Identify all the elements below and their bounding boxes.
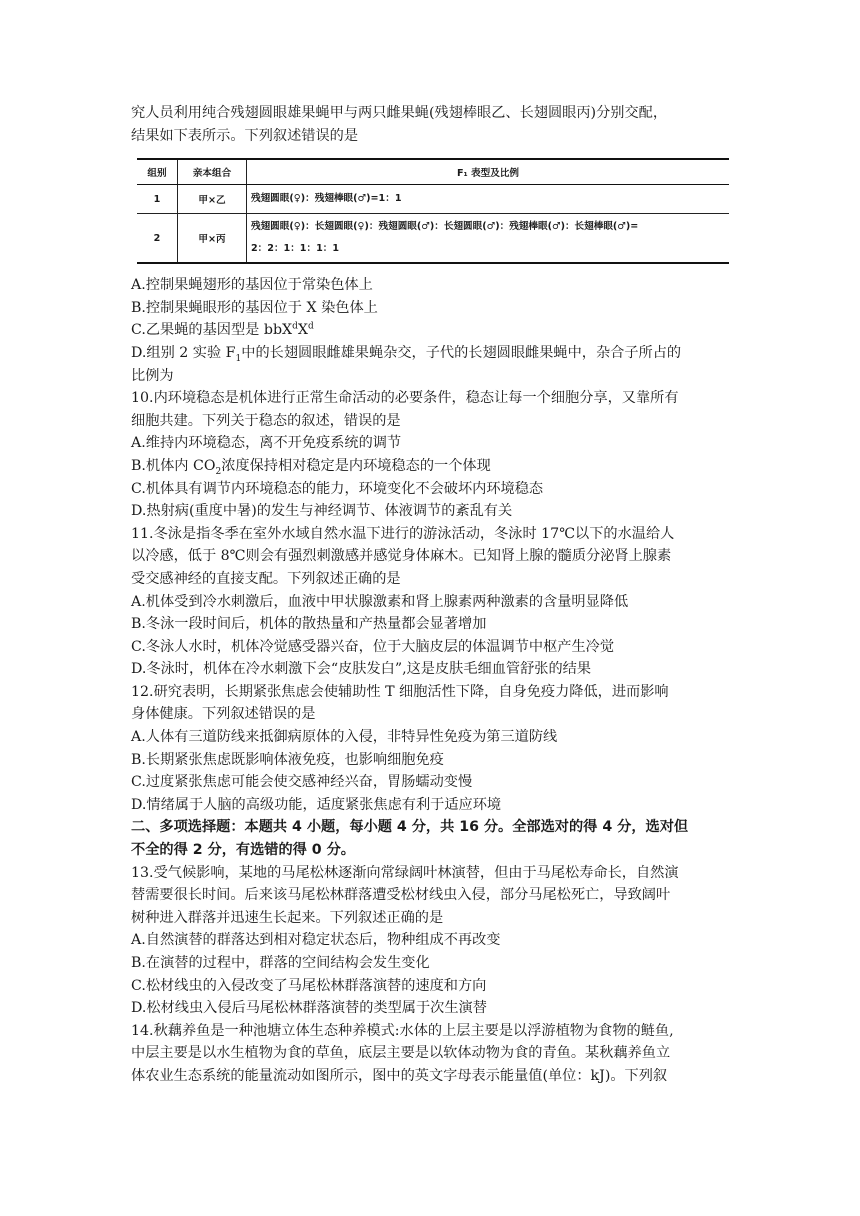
row2-result-line-1: 残翅圆眼(♀)：长翅圆眼(♀)：残翅圆眼(♂)：长翅圆眼(♂)：残翅棒眼(♂)：长翅棒眼(♂)= [251, 221, 639, 233]
table-row [137, 214, 729, 264]
q9-option-d-line-2: 比例为 [131, 367, 174, 384]
document-page [131, 102, 731, 1088]
q10-b-post: 浓度保持相对稳定是内环境稳态的一个体现 [221, 457, 491, 474]
q14-stem-3: 体农业生态系统的能量流动如图所示，图中的英文字母表示能量值(单位：kJ)。下列叙 [131, 1067, 668, 1084]
q11-option-a: A.机体受到冷水刺激后，血液中甲状腺激素和肾上腺素两种激素的含量明显降低 [131, 593, 629, 610]
q13-option-a: A.自然演替的群落达到相对稳定状态后，物种组成不再改变 [131, 932, 501, 949]
table-header-row [137, 159, 729, 185]
q10-option-d: D.热射病(重度中暑)的发生与神经调节、体液调节的紊乱有关 [131, 503, 513, 520]
q12-option-b: B.长期紧张焦虑既影响体液免疫，也影响细胞免疫 [131, 751, 444, 768]
q9-c-text: C.乙果蝇的基因型是 bbX [131, 322, 293, 339]
row2-result [247, 214, 730, 264]
q12-option-a: A.人体有三道防线来抵御病原体的入侵，非特异性免疫为第三道防线 [131, 729, 558, 746]
q9-c-sup1: d [292, 321, 298, 332]
q14-stem-1: 14.秋藕养鱼是一种池塘立体生态种养模式:水体的上层主要是以浮游植物为食物的鲢鱼, [131, 1022, 674, 1039]
row2-result-line-2: 2：2：1：1：1：1 [251, 243, 340, 255]
header-cross: 亲本组合 [178, 159, 247, 185]
q11-stem-2: 以冷感，低于 8℃则会有强烈刺激感并感觉身体麻木。已知肾上腺的髓质分泌肾上腺素 [131, 548, 672, 565]
q9-d-pre: D.组别 2 实验 F [131, 344, 236, 361]
q9-option-a: A.控制果蝇翅形的基因位于常染色体上 [131, 277, 373, 294]
table-row [137, 185, 729, 214]
q11-option-c: C.冬泳人水时，机体冷觉感受器兴奋，位于大脑皮层的体温调节中枢产生冷觉 [131, 638, 615, 655]
q11-stem-3: 受交感神经的直接支配。下列叙述正确的是 [131, 570, 401, 587]
q10-b-sub: 2 [215, 466, 222, 477]
q9-d-post: 中的长翅圆眼雌雄果蝇杂交，子代的长翅圆眼雌果蝇中，杂合子所占的 [241, 344, 682, 361]
q10-option-a: A.维持内环境稳态，离不开免疫系统的调节 [131, 435, 402, 452]
q9-option-b: B.控制果蝇眼形的基因位于 X 染色体上 [131, 299, 378, 316]
q9-stem-line-2: 结果如下表所示。下列叙述错误的是 [131, 127, 359, 144]
q9-stem-line-1: 究人员利用纯合残翅圆眼雄果蝇甲与两只雌果蝇(残翅棒眼乙、长翅圆眼丙)分别交配， [131, 105, 668, 121]
row1-result: 残翅圆眼(♀)：残翅棒眼(♂)=1：1 [247, 185, 730, 214]
q9-c-sup2: d [308, 321, 314, 332]
header-group: 组别 [137, 159, 178, 185]
row2-cross: 甲×丙 [178, 214, 247, 264]
q12-stem-1: 12.研究表明，长期紧张焦虑会使辅助性 T 细胞活性下降，自身免疫力降低，进而影响 [131, 683, 669, 700]
row1-cross: 甲×乙 [178, 185, 247, 214]
q11-option-b: B.冬泳一段时间后，机体的散热量和产热量都会显著增加 [131, 616, 487, 633]
q10-option-b [131, 455, 731, 478]
genetics-table [137, 158, 729, 264]
q11-stem-1: 11.冬泳是指冬季在室外水域自然水温下进行的游泳活动，冬泳时 17℃以下的水温给人 [131, 525, 675, 542]
row1-group: 1 [137, 185, 178, 214]
q13-stem-2: 替需要很长时间。后来该马尾松林群落遭受松材线虫入侵，部分马尾松死亡，导致阔叶 [131, 887, 671, 904]
q12-stem-2: 身体健康。下列叙述错误的是 [131, 706, 316, 723]
q9-option-d [131, 342, 731, 365]
q9-option-c [131, 319, 731, 342]
q11-option-d: D.冬泳时，机体在冷水刺激下会“皮肤发白”,这是皮肤毛细血管舒张的结果 [131, 661, 592, 678]
q13-stem-3: 树种进入群落并迅速生长起来。下列叙述正确的是 [131, 909, 444, 926]
section-heading-line-1: 二、多项选择题：本题共 4 小题，每小题 4 分，共 16 分。全部选对的得 4 分，选对但 [131, 819, 689, 836]
q13-option-c: C.松材线虫的入侵改变了马尾松林群落演替的速度和方向 [131, 977, 487, 994]
q13-option-b: B.在演替的过程中，群落的空间结构会发生变化 [131, 955, 430, 971]
q13-option-d: D.松材线虫入侵后马尾松林群落演替的类型属于次生演替 [131, 1000, 487, 1017]
header-f1: F₁ 表型及比例 [247, 159, 730, 185]
q10-b-pre: B.机体内 CO [131, 457, 216, 474]
q13-stem-1: 13.受气候影响，某地的马尾松林逐渐向常绿阔叶林演替，但由于马尾松寿命长，自然演 [131, 864, 679, 881]
q9-c-x: X [297, 322, 309, 339]
section-heading-line-2: 不全的得 2 分，有选错的得 0 分。 [131, 842, 355, 859]
q9-d-sub: 1 [235, 353, 242, 364]
q12-option-c: C.过度紧张焦虑可能会使交感神经兴奋，胃肠蠕动变慢 [131, 774, 473, 791]
q14-stem-2: 中层主要是以水生植物为食的草鱼，底层主要是以软体动物为食的青鱼。某秋藕养鱼立 [131, 1045, 671, 1062]
q10-stem-2: 细胞共建。下列关于稳态的叙述，错误的是 [131, 412, 401, 429]
q10-stem-1: 10.内环境稳态是机体进行正常生命活动的必要条件，稳态让每一个细胞分享，又靠所有 [131, 390, 679, 407]
q10-option-c: C.机体具有调节内环境稳态的能力，环境变化不会破坏内环境稳态 [131, 480, 544, 497]
q12-option-d: D.情绪属于人脑的高级功能，适度紧张焦虑有利于适应环境 [131, 796, 502, 813]
row2-group: 2 [137, 214, 178, 264]
